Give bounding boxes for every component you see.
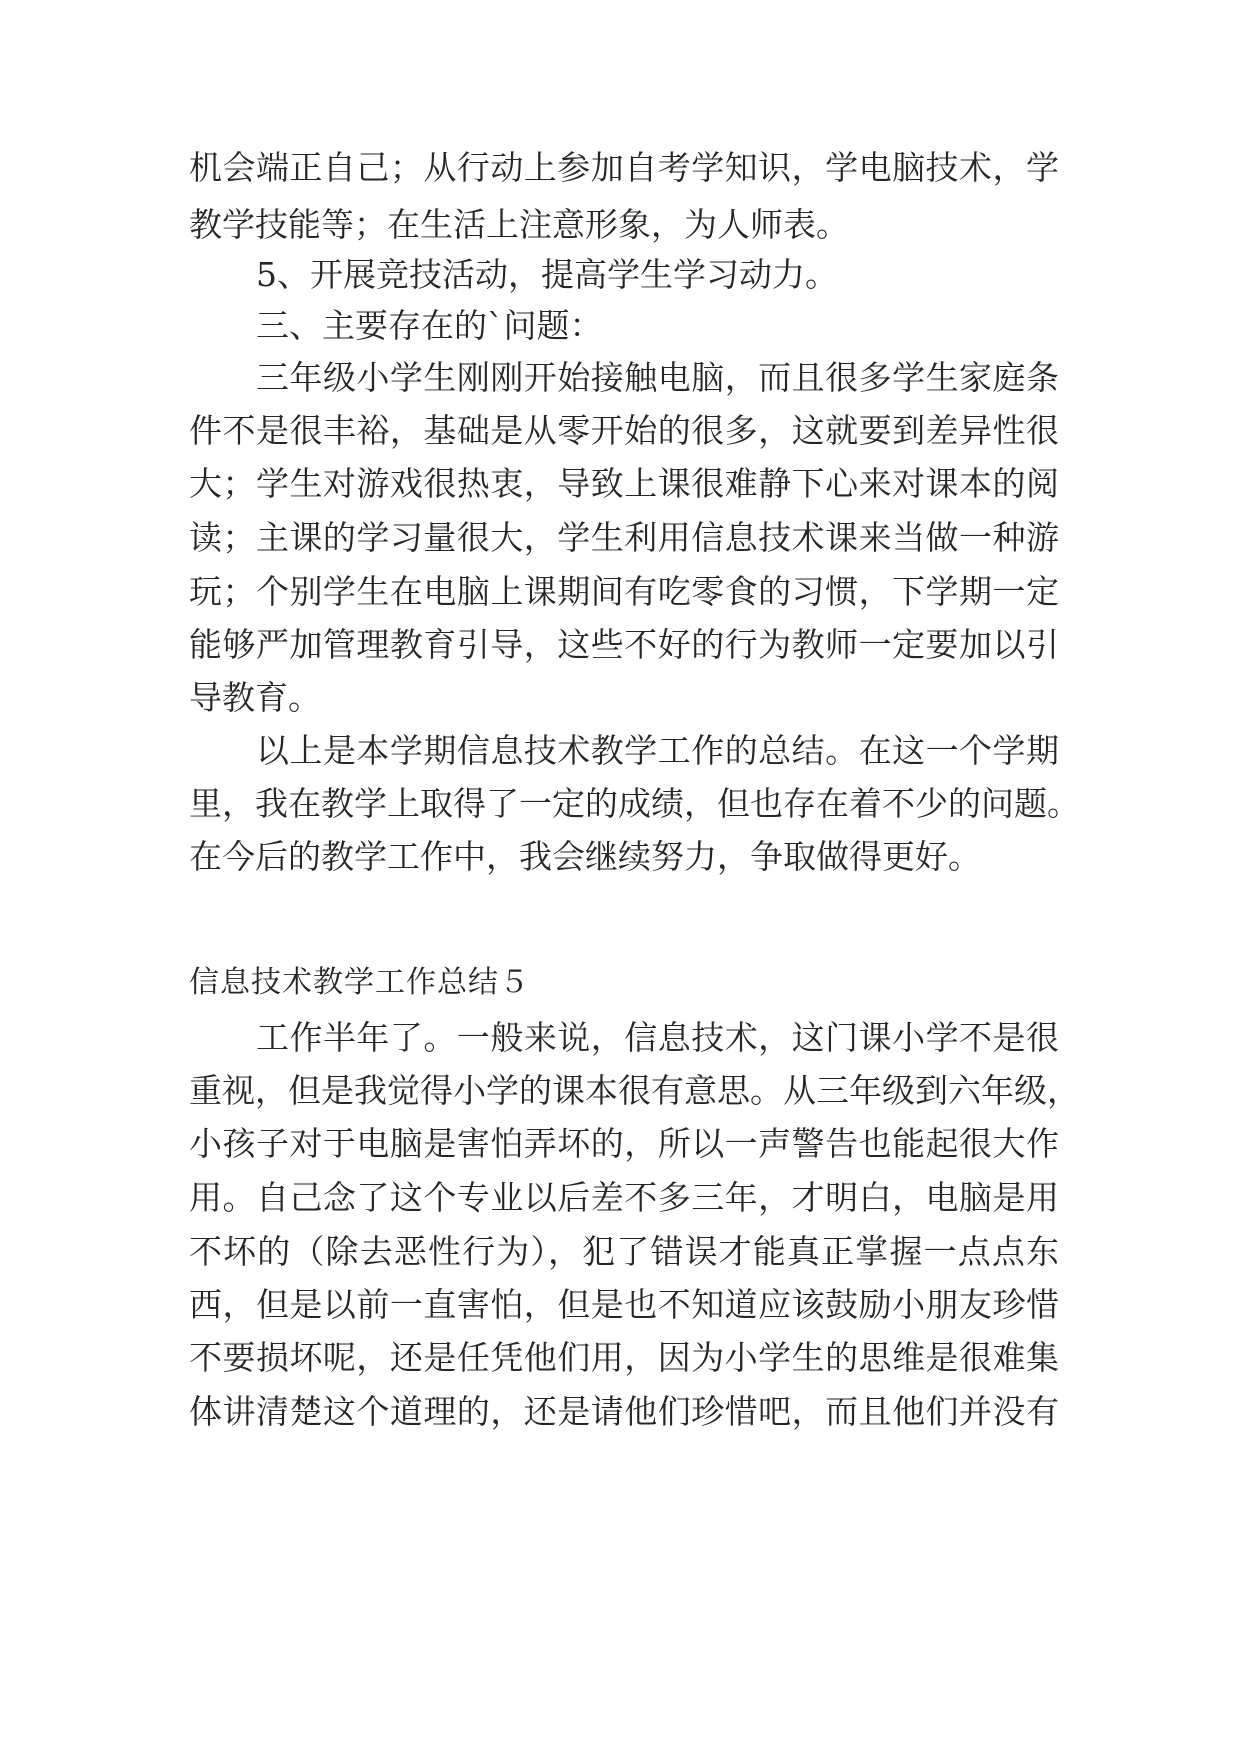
body-text-line: 能够严加管理教育引导，这些不好的行为教师一定要加以引	[189, 625, 1059, 664]
list-item: 5、开展竞技活动，提高学生学习动力。	[256, 255, 838, 294]
body-text-line: 读；主课的学习量很大，学生利用信息技术课来当做一种游	[189, 518, 1059, 557]
body-text-line: 大；学生对游戏很热衷，导致上课很难静下心来对课本的阅	[189, 464, 1059, 503]
body-text-line: 西，但是以前一直害怕，但是也不知道应该鼓励小朋友珍惜	[189, 1285, 1059, 1324]
body-text-line: 体讲清楚这个道理的，还是请他们珍惜吧，而且他们并没有	[189, 1392, 1059, 1431]
body-text-line: 机会端正自己；从行动上参加自考学知识，学电脑技术，学	[189, 148, 1059, 187]
body-text-line: 用。自己念了这个专业以后差不多三年，才明白，电脑是用	[189, 1178, 1059, 1217]
body-text-line: 重视，但是我觉得小学的课本很有意思。从三年级到六年级，	[189, 1071, 1080, 1110]
body-text-line: 导教育。	[189, 678, 321, 717]
body-text-line: 以上是本学期信息技术教学工作的总结。在这一个学期	[256, 731, 1059, 770]
body-text-line: 工作半年了。一般来说，信息技术，这门课小学不是很	[256, 1018, 1059, 1057]
body-text-line: 小孩子对于电脑是害怕弄坏的，所以一声警告也能起很大作	[189, 1124, 1059, 1163]
section-title: 信息技术教学工作总结５	[189, 965, 530, 1000]
body-text-line: 不要损坏呢，还是任凭他们用，因为小学生的思维是很难集	[189, 1338, 1059, 1377]
section-heading: 三、主要存在的`问题：	[256, 306, 603, 345]
body-text-line: 三年级小学生刚刚开始接触电脑，而且很多学生家庭条	[256, 358, 1059, 397]
body-text-line: 件不是很丰裕，基础是从零开始的很多，这就要到差异性很	[189, 411, 1059, 450]
body-text-line: 在今后的教学工作中，我会继续努力，争取做得更好。	[189, 837, 981, 876]
body-text-line: 玩；个别学生在电脑上课期间有吃零食的习惯，下学期一定	[189, 572, 1059, 611]
body-text-line: 里，我在教学上取得了一定的成绩，但也存在着不少的问题。	[189, 784, 1080, 823]
body-text-line: 教学技能等；在生活上注意形象，为人师表。	[189, 205, 849, 244]
body-text-line: 不坏的（除去恶性行为），犯了错误才能真正掌握一点点东	[189, 1232, 1059, 1271]
